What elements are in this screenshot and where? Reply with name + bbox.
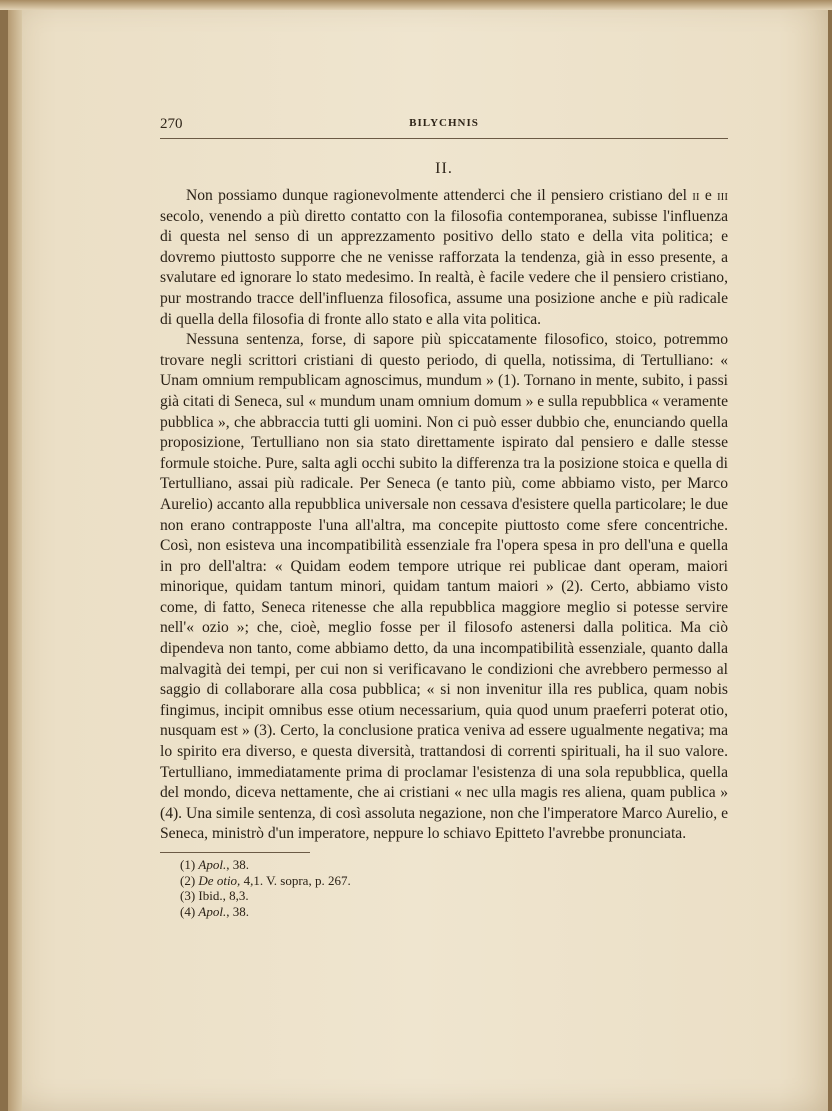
page-number: 270 — [160, 116, 183, 132]
body-text — [160, 186, 728, 845]
footnote-work: De otio, — [198, 872, 241, 888]
paragraph-text: e — [699, 187, 718, 204]
footnote-text: Ibid., 8,3. — [198, 888, 249, 903]
footnote-text: , 38. — [226, 857, 249, 872]
paragraph: Nessuna sentenza, forse, di sapore più spiccatamente filosofico, stoico, potremmo trovare negli scrittori cristiani di questo periodo, di quella, notissima, di Tertulliano: « Unam omnium rempublicam agnoscimus, mundum » (1). Tornano in mente, subito, i passi già citati di Seneca, sul « mundum unam omnium domum » e sulla repubblica « veramente pubblica », che abbraccia tutti gli uomini. Non ci può esser dubbio che, enunciando quella proposizione, Tertulliano non sia stato direttamente ispirato dal pensiero e dalle stesse formule stoiche. Pure, salta agli occhi subito la differenza tra la posizione stoica e quella di Tertulliano, assai più radicale. Per Seneca (e tanto più, come abbiamo visto, per Marco Aurelio) accanto alla repubblica universale non cessava d'esistere quella particolare; le due non erano contrapposte l'una all'altra, ma concepite piuttosto come sfere concentriche. Così, non esisteva una incompatibilità essenziale fra l'opera spesa in pro dell'una e quella in pro dell'altra: « Quidam eodem tempore utrique rei publicae dant operam, maiori minorique, quidam tantum minori, quidam tantum maiori » (2). Certo, abbiamo visto come, di fatto, Seneca ritenesse che alla repubblica maggiore meglio si potesse servire nell'« ozio »; che, cioè, meglio fosse per il filosofo astenersi dalla politica. Ma ciò dipendeva non tanto, come abbiamo detto, da una incompatibilità essenziale, quanto dalla malvagità dei tempi, per cui non si verificavano le condizioni che avrebbero permesso al saggio di collaborare alla cosa pubblica; « si non invenitur illa res publica, quam nobis fingimus, incipit omnibus esse otium necessarium, quia quod unum praeferri poterat otio, nusquam est » (3). Certo, la conclusione pratica veniva ad essere ugualmente negativa; ma lo spirito era diverso, e questa diversità, trattandosi di correnti spirituali, ha il suo valore. Tertulliano, immediatamente prima di proclamar l'esistenza di una sola repubblica, quella del mondo, diceva nettamente, che ai cristiani « nec ulla magis res aliena, quam publica » (4). Una simile sentenza, di così assoluta negazione, non che l'imperatore Marco Aurelio, e Seneca, ministrò d'un imperatore, neppure lo schiavo Epitteto l'avrebbe pronunciata. — [160, 331, 728, 843]
footnote-text: , 38. — [226, 903, 249, 919]
footnote — [180, 857, 580, 873]
footnote-number: (2) — [180, 872, 196, 888]
running-head: BILYCHNIS — [409, 117, 479, 129]
footnotes — [180, 857, 580, 919]
footnote-work: Apol. — [198, 857, 227, 872]
footnote — [180, 873, 580, 889]
page-left-edge — [8, 0, 22, 1111]
page-top-edge — [0, 0, 832, 10]
footnote-number: (4) — [180, 903, 196, 919]
footnote-rule — [160, 852, 310, 853]
page-header — [160, 116, 728, 139]
century-numeral: ii — [692, 187, 700, 204]
footnote — [180, 888, 580, 904]
century-numeral: iii — [717, 187, 729, 204]
section-heading: II. — [435, 160, 453, 177]
paragraph-text: Non possiamo dunque ragionevolmente attenderci che il pensiero cristiano del — [186, 187, 693, 204]
paragraph-text: secolo, venendo a più diretto contatto con la filosofia contemporanea, subisse l'influenza di questa nel senso di un apprezzamento positivo dello stato e della vita politica; e dovremo piuttosto supporre che ne venisse rafforzata la tendenza, già in esso presente, a svalutare ed ignorare lo stato medesimo. In realtà, è facile vedere che il pensiero cristiano, pur mostrando tracce dell'influenza filosofica, assume una posizione anche e più radicale di quella della filosofia di fronte allo stato e alla vita politica. — [160, 207, 728, 328]
paragraph — [160, 186, 728, 330]
footnote-work: Apol. — [198, 903, 227, 919]
footnote-number: (1) — [180, 857, 196, 872]
footnote — [180, 904, 580, 920]
footnote-number: (3) — [180, 888, 196, 903]
footnote-text: 4,1. V. sopra, p. 267. — [240, 872, 351, 888]
